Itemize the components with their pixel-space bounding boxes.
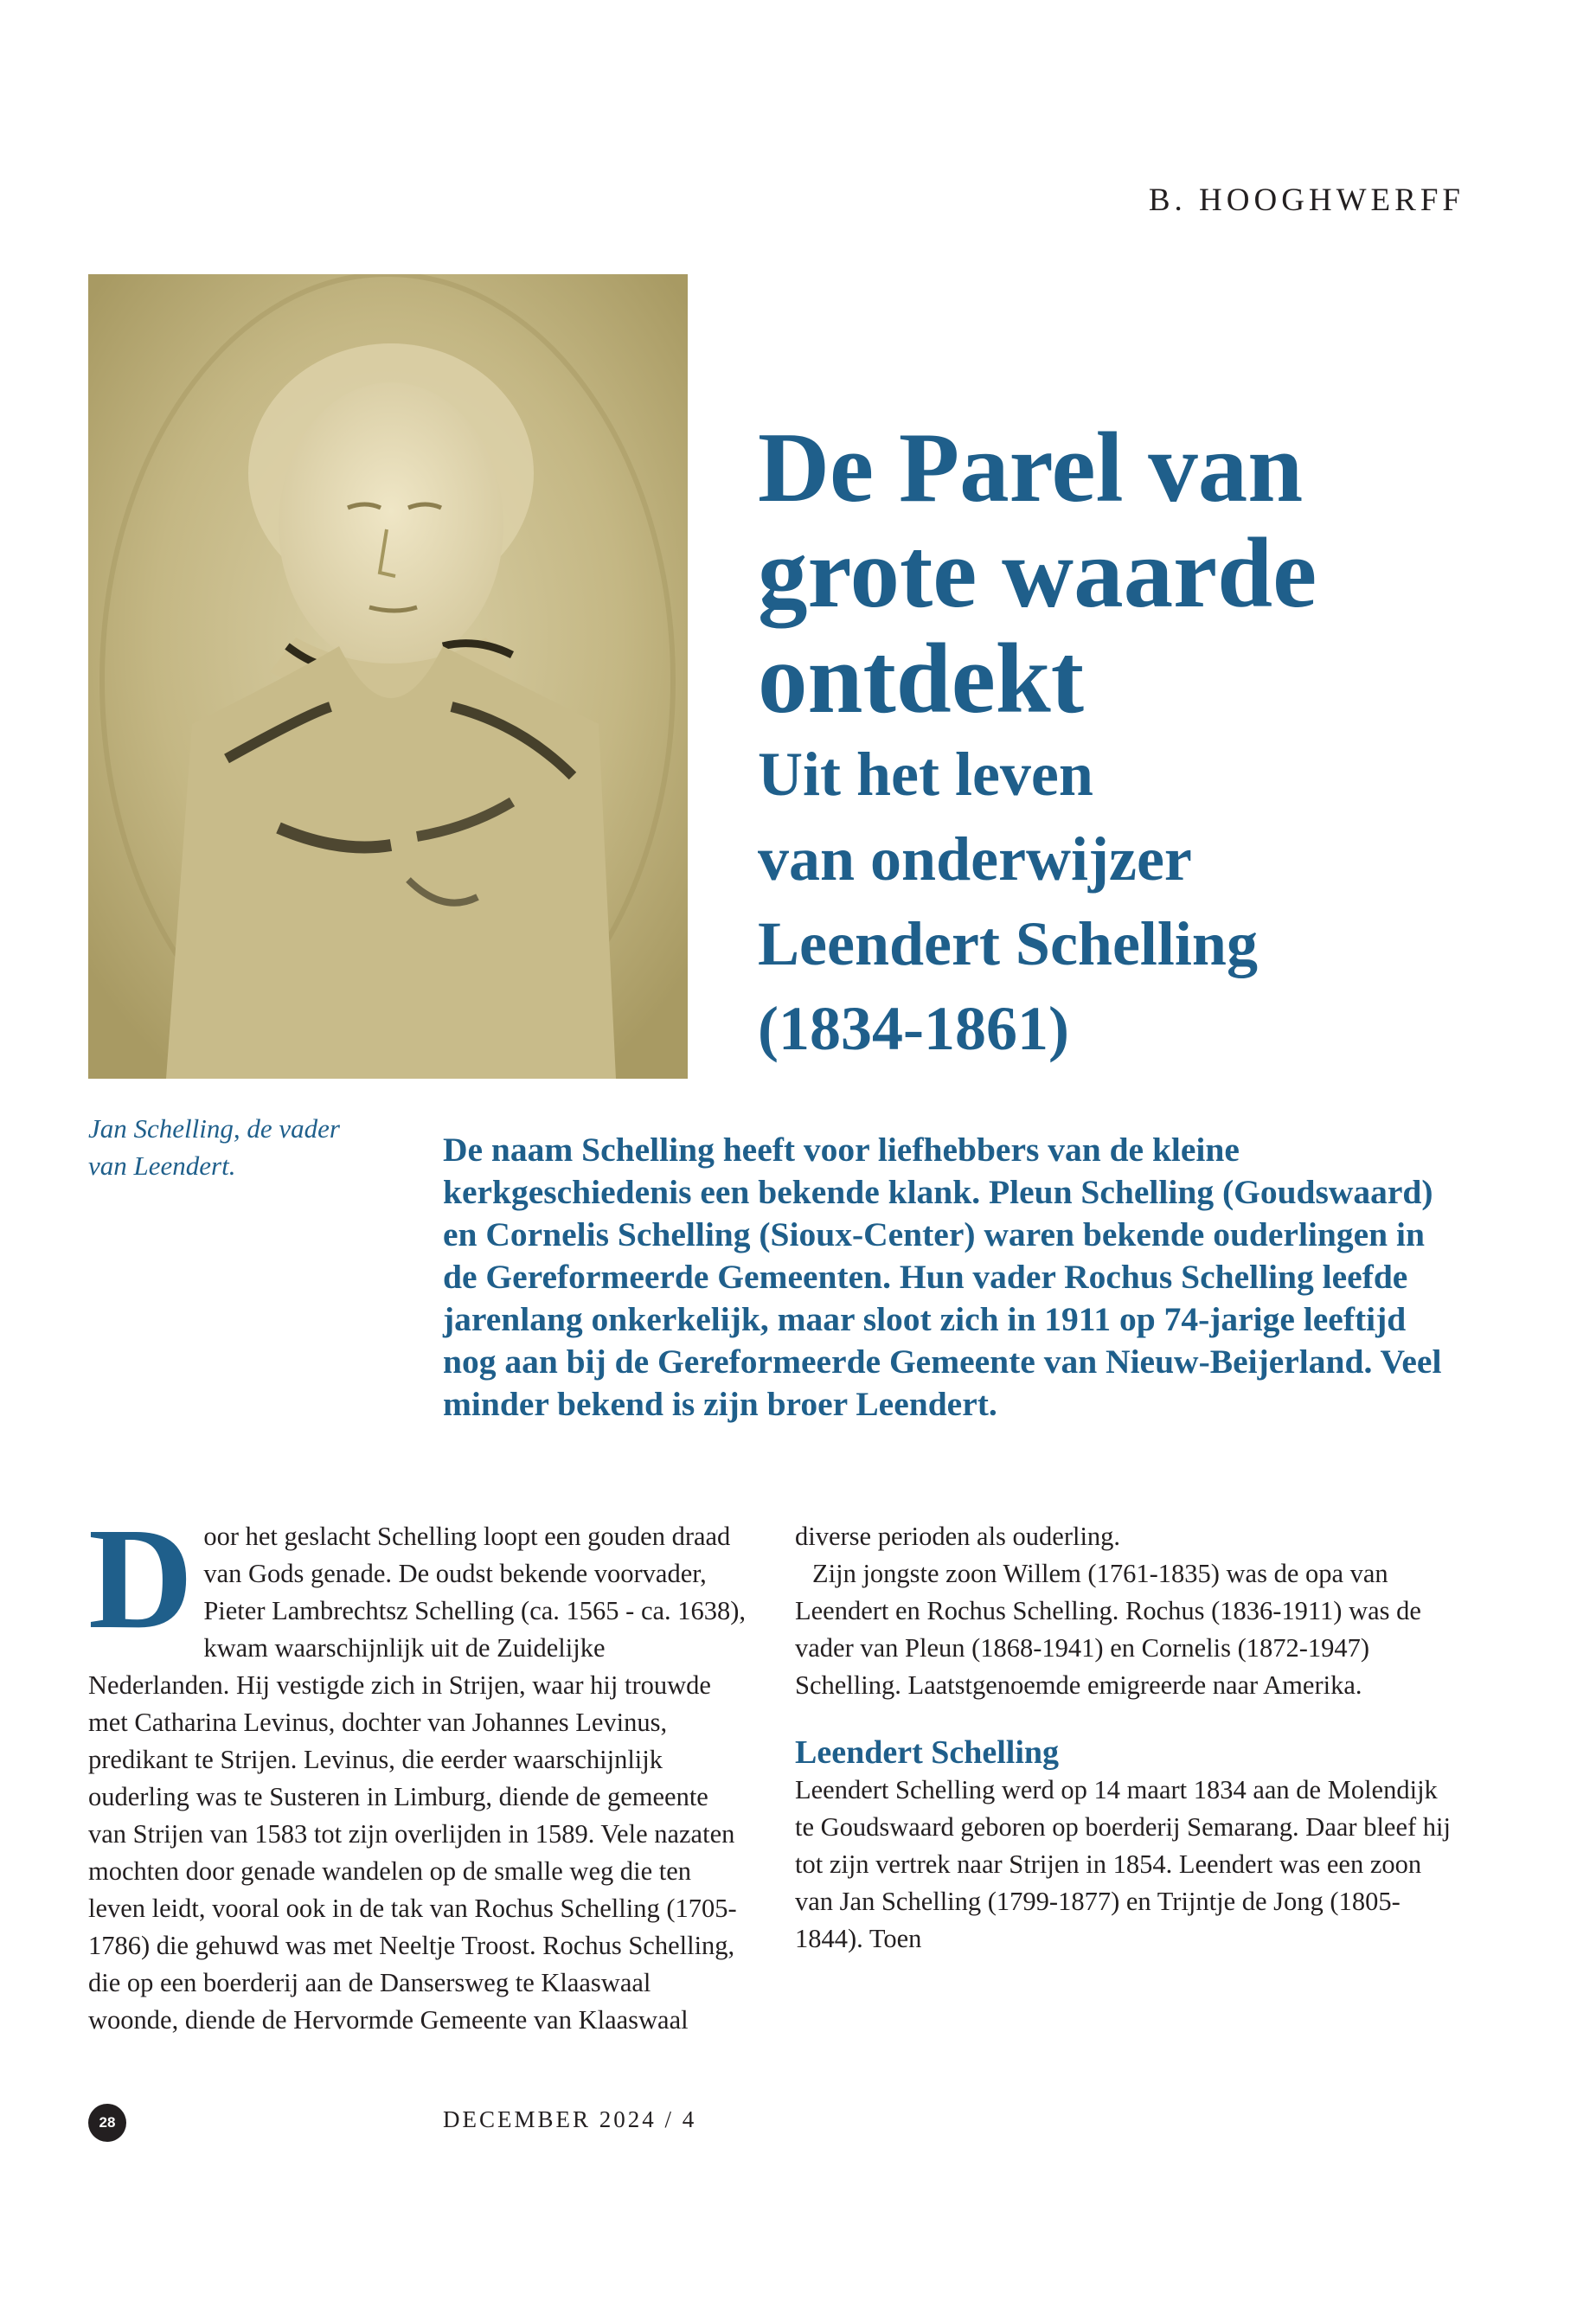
body-paragraph: Zijn jongste zoon Willem (1761-1835) was de opa van Leendert en Rochus Schelling. Rochus (1836-1911) was de vader van Pleun (1868-1941) en Cornelis (1872-1947) Schelling. Laatstgenoemde emigreerde naar Amerika. bbox=[795, 1559, 1421, 1700]
subtitle-line: (1834-1861) bbox=[758, 994, 1069, 1063]
body-paragraph bbox=[88, 1498, 747, 2039]
subtitle-line: van onderwijzer bbox=[758, 824, 1192, 894]
article-title: De Parel van grote waarde ontdekt bbox=[758, 413, 1317, 734]
author-name: B. HOOGHWERFF bbox=[1148, 183, 1465, 218]
drop-cap: D bbox=[88, 1498, 194, 1659]
body-paragraph-text: oor het geslacht Schelling loopt een gouden draad van Gods genade. De oudst bekende voorvader, Pieter Lambrechtsz Schelling (ca. 1565 - ca. 1638), kwam waarschijnlijk uit de Zuidelijke Nederlanden. Hij vestigde zich in Strijen, waar hij trouwde met Catharina Levinus, dochter van Johannes Levinus, predikant te Strijen. Levinus, die eerder waarschijnlijk ouderling was te Susteren in Limburg, diende de gemeente van Strijen van 1583 tot zijn overlijden in 1589. Vele nazaten mochten door genade wandelen op de smalle weg die ten leven leidt, vooral ook in de tak van Rochus Schelling (1705-1786) die gehuwd was met Neeltje Troost. Rochus Schelling, die op een boerderij aan de Dansersweg te Klaaswaal woonde, diende de Hervormde Gemeente van Klaaswaal bbox=[88, 1522, 747, 2035]
issue-label: DECEMBER 2024 / 4 bbox=[443, 2106, 697, 2132]
subtitle-line: Uit het leven bbox=[758, 740, 1093, 809]
photo-caption: Jan Schelling, de vader van Leendert. bbox=[88, 1113, 340, 1181]
section-heading: Leendert Schelling bbox=[795, 1734, 1060, 1771]
portrait-photo bbox=[88, 274, 688, 1079]
body-paragraph-continued: diverse perioden als ouderling. bbox=[795, 1522, 1121, 1551]
body-column-right bbox=[795, 1518, 1461, 1958]
article-subtitle bbox=[758, 732, 1536, 1071]
portrait-photo-image bbox=[88, 274, 688, 1079]
title-block bbox=[758, 415, 1536, 1071]
body-paragraph: Leendert Schelling werd op 14 maart 1834 aan de Molendijk te Goudswaard geboren op boerderij Semarang. Daar bleef hij tot zijn vertrek naar Strijen in 1854. Leendert was een zoon van Jan Schelling (1799-1877) en Trijntje de Jong (1805-1844). Toen bbox=[795, 1775, 1451, 1953]
body-column-left bbox=[88, 1498, 747, 2039]
lead-paragraph: De naam Schelling heeft voor liefhebbers van de kleine kerkgeschiedenis een bekende klank. Pleun Schelling (Goudswaard) en Cornelis Schelling (Sioux-Center) waren bekende ouderlingen in de Gereformeerde Gemeenten. Hun vader Rochus Schelling leefde jarenlang onkerkelijk, maar sloot zich in 1911 op 74-jarige leeftijd nog aan bij de Gereformeerde Gemeente van Nieuw-Beijerland. Veel minder bekend is zijn broer Leendert. bbox=[443, 1131, 1442, 1423]
subtitle-line: Leendert Schelling bbox=[758, 909, 1258, 978]
page-number-badge: 28 bbox=[88, 2104, 126, 2142]
